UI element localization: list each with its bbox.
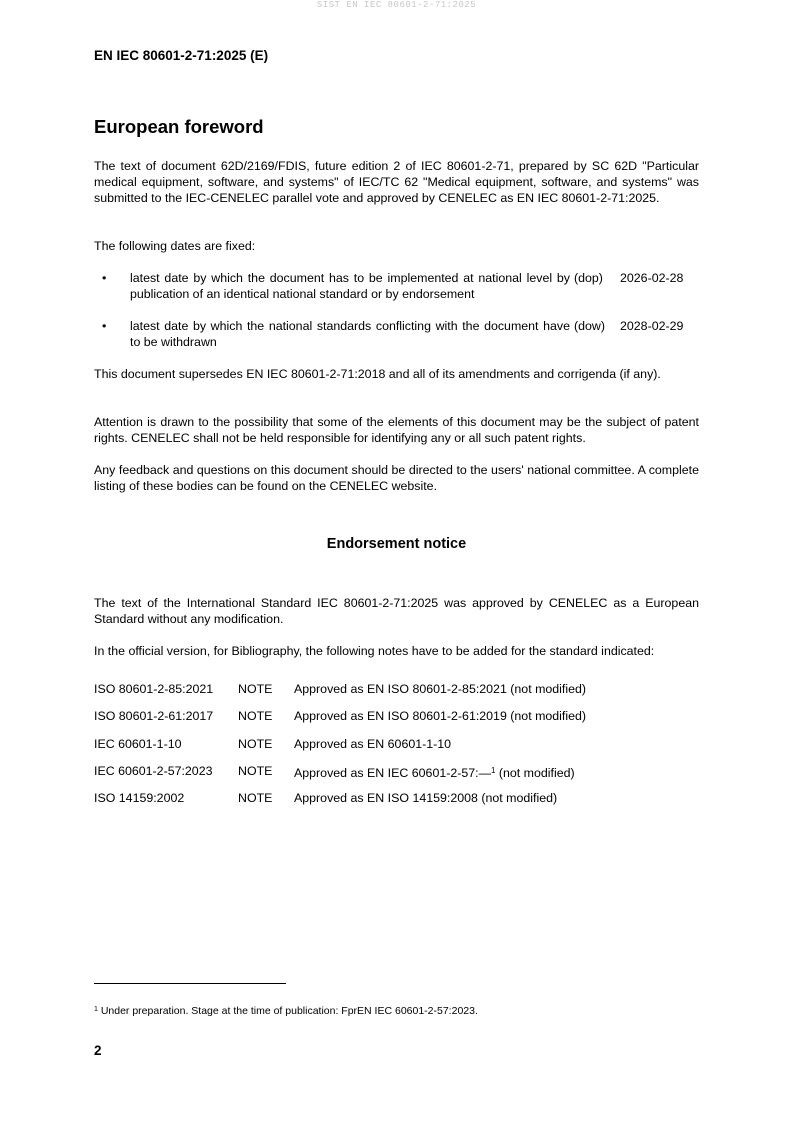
note-text: Approved as EN ISO 80601-2-61:2019 (not modified) xyxy=(294,709,587,723)
endorsement-heading: Endorsement notice xyxy=(326,536,467,552)
bullet-icon: • xyxy=(102,271,107,285)
footnote xyxy=(94,1005,478,1017)
document-identifier: EN IEC 80601-2-71:2025 (E) xyxy=(94,48,269,63)
date-item-date: 2028-02-29 xyxy=(620,319,684,333)
note-label: NOTE xyxy=(238,791,273,805)
foreword-paragraph-5: Any feedback and questions on this document should be directed to the users' national committee. A complete listing of these bodies can be found on the CENELEC website. xyxy=(94,463,699,493)
foreword-paragraph-4: Attention is drawn to the possibility that some of the elements of this document may be the subject of patent rights. CENELEC shall not be held responsible for identifying any or all such patent rights. xyxy=(94,415,699,445)
date-item-code: (dop) xyxy=(574,271,603,285)
note-standard: ISO 80601-2-61:2017 xyxy=(94,709,214,723)
note-text: Approved as EN ISO 14159:2008 (not modified) xyxy=(294,791,558,805)
date-item-text: latest date by which the national standards conflicting with the document have to be withdrawn xyxy=(130,319,570,349)
bullet-icon: • xyxy=(102,319,107,333)
note-label: NOTE xyxy=(238,764,273,778)
endorsement-paragraph-1: The text of the International Standard IEC 80601-2-71:2025 was approved by CENELEC as a European Standard without any modification. xyxy=(94,596,699,626)
note-text-before: Approved as EN IEC 60601-2-57:— xyxy=(294,766,491,780)
foreword-paragraph-2: The following dates are fixed: xyxy=(94,239,256,253)
note-label: NOTE xyxy=(238,737,273,751)
endorsement-paragraph-2: In the official version, for Bibliography, the following notes have to be added for the standard indicated: xyxy=(94,644,655,658)
footnote-text: Under preparation. Stage at the time of publication: FprEN IEC 60601-2-57:2023. xyxy=(97,1005,478,1017)
note-label: NOTE xyxy=(238,709,273,723)
footnote-mark: 1 xyxy=(94,1006,98,1013)
footnote-separator xyxy=(94,983,286,984)
note-text xyxy=(294,763,575,781)
note-standard: ISO 14159:2002 xyxy=(94,791,185,805)
foreword-heading: European foreword xyxy=(94,116,264,137)
foreword-paragraph-1: The text of document 62D/2169/FDIS, future edition 2 of IEC 80601-2-71, prepared by SC 62D "Particular medical equipment, software, and systems" of IEC/TC 62 "Medical equipment, software, and systems" was submitted to the IEC-CENELEC parallel vote and approved by CENELEC as EN IEC 80601-2-71:2025. xyxy=(94,159,699,205)
note-standard: ISO 80601-2-85:2021 xyxy=(94,682,214,696)
note-text-after: (not modified) xyxy=(495,766,575,780)
page-number: 2 xyxy=(94,1043,102,1058)
note-text: Approved as EN 60601-1-10 xyxy=(294,737,452,751)
watermark: SIST EN IEC 80601-2-71:2025 xyxy=(316,0,477,10)
note-standard: IEC 60601-2-57:2023 xyxy=(94,764,213,778)
date-item-date: 2026-02-28 xyxy=(620,271,684,285)
date-item-text: latest date by which the document has to be implemented at national level by publication of an identical national standard or by endorsement xyxy=(130,271,570,301)
foreword-paragraph-3: This document supersedes EN IEC 80601-2-71:2018 and all of its amendments and corrigenda (if any). xyxy=(94,367,661,381)
date-item-code: (dow) xyxy=(574,319,605,333)
footnote-reference[interactable]: 1 xyxy=(490,766,496,775)
note-label: NOTE xyxy=(238,682,273,696)
note-standard: IEC 60601-1-10 xyxy=(94,737,182,751)
note-text: Approved as EN ISO 80601-2-85:2021 (not modified) xyxy=(294,682,587,696)
